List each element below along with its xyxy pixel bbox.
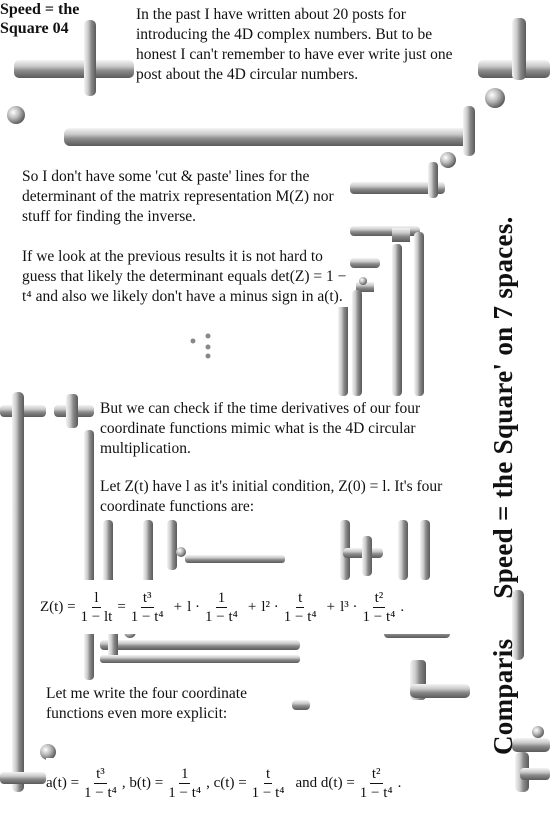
text-block-1 <box>136 5 476 85</box>
eq1-plus-3: + <box>326 598 336 615</box>
eq1-frac-1: $\frac{l}{1 - lt}$ <box>80 589 113 625</box>
eq2-d-lhs: and d(t) = <box>295 774 355 791</box>
eq1-frac-2: $\frac{\text{t³}}{\text{1 − t⁴}}$ <box>130 589 164 625</box>
side-vertical-title <box>488 216 519 755</box>
eq1-plus-1: + <box>173 598 183 615</box>
text-block-4 <box>46 684 282 724</box>
eq1-period: . <box>400 598 405 615</box>
title-line-2: Square 04 <box>0 20 69 37</box>
eq1-lhs: Z(t) = <box>40 598 76 615</box>
side-title-part-1: Comparis <box>488 638 518 755</box>
eq2-a-frac: $\frac{\text{t³}}{\text{1 − t⁴}}$ <box>84 765 117 801</box>
paragraph-4: But we can check if the time derivatives of our four coordinate functions mimic what is the 4D circular multiplication. <box>100 400 421 457</box>
eq2-c-frac: $\frac{t}{\text{1 − t⁴}}$ <box>251 765 285 801</box>
eq1-coef-l2: l² · <box>261 598 279 615</box>
eq2-b-frac: $\frac{1}{\text{1 − t⁴}}$ <box>168 765 202 801</box>
eq1-frac-5: $\frac{\text{t²}}{\text{1 − t⁴}}$ <box>362 589 396 625</box>
paragraph-6: Let me write the four coordinate functions even more explicit: <box>46 685 247 722</box>
eq1-plus-2: + <box>247 598 257 615</box>
equation-z <box>40 580 505 634</box>
title-line-1: Speed = the <box>0 1 80 18</box>
eq2-b-lhs: , b(t) = <box>121 774 164 791</box>
eq1-coef-l: l · <box>187 598 201 615</box>
eq1-frac-4: $\frac{t}{\text{1 − t⁴}}$ <box>283 589 317 625</box>
eq1-equals: = <box>117 598 126 615</box>
eq2-period: . <box>397 774 402 791</box>
eq1-coef-l3: l³ · <box>340 598 358 615</box>
paragraph-3: If we look at the previous results it is not hard to guess that likely the determinant equals det(Z) = 1 − t⁴ and also we likely don't have a minus sign in a(t). <box>22 248 347 305</box>
eq2-c-lhs: , c(t) = <box>206 774 247 791</box>
side-title-part-2: Speed = the Square' on 7 spaces. <box>488 216 518 599</box>
eq2-d-frac: $\frac{\text{t²}}{\text{1 − t⁴}}$ <box>359 765 393 801</box>
text-block-3 <box>100 399 455 517</box>
paragraph-1: In the past I have written about 20 posts for introducing the 4D complex numbers. But to be honest I can't remember to have ever write just one post about the 4D circular numbers. <box>136 6 453 83</box>
eq1-frac-3: $\frac{1}{\text{1 − t⁴}}$ <box>205 589 238 625</box>
eq2-a-lhs: a(t) = <box>46 774 80 791</box>
paragraph-2: So I don't have some 'cut & paste' lines for the determinant of the matrix representation M(Z) nor stuff for finding the inverse. <box>22 168 334 225</box>
text-block-2 <box>22 167 348 307</box>
equation-coordinates <box>46 758 502 808</box>
page-title <box>0 0 98 38</box>
paragraph-5: Let Z(t) have l as it's initial condition, Z(0) = l. It's four coordinate functions are: <box>100 478 443 515</box>
